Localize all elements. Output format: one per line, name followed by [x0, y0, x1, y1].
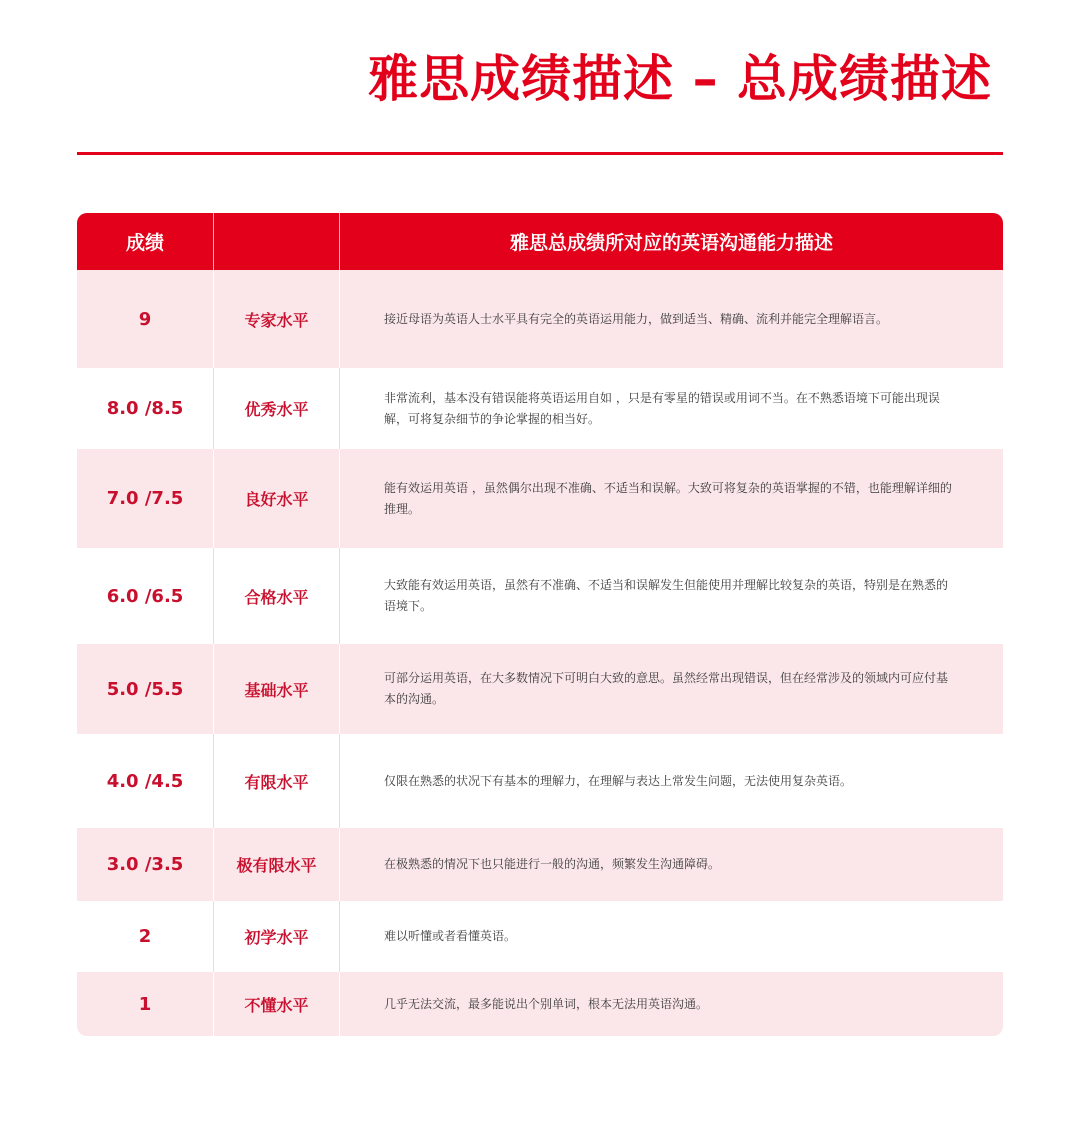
row-score: 6.0 /6.5: [77, 548, 214, 644]
row-level: 合格水平: [214, 548, 340, 644]
row-level: 不懂水平: [214, 972, 340, 1036]
row-level: 极有限水平: [214, 828, 340, 901]
row-score: 7.0 /7.5: [77, 449, 214, 548]
title-divider: [77, 152, 1003, 155]
table-row: [77, 972, 1003, 1036]
row-level: 有限水平: [214, 734, 340, 828]
table-row: [77, 368, 1003, 449]
row-description: 难以听懂或者看懂英语。: [384, 929, 517, 943]
table-row: [77, 270, 1003, 368]
row-level: 优秀水平: [214, 368, 340, 449]
row-description: 接近母语为英语人士水平具有完全的英语运用能力，做到适当、精确、流利并能完全理解语言。: [384, 311, 889, 326]
table-row: [77, 828, 1003, 901]
row-description: 在极熟悉的情况下也只能进行一般的沟通，频繁发生沟通障碍。: [384, 857, 721, 871]
row-score: 2: [77, 901, 214, 972]
score-description-table: [77, 213, 1003, 1036]
table-header: [77, 213, 1003, 270]
row-score: 8.0 /8.5: [77, 368, 214, 449]
page-title: 雅思成绩描述 – 总成绩描述: [368, 50, 992, 108]
row-description: 非常流利，基本没有错误能将英语运用自如 ，只是有零星的错误或用词不当。在不熟悉语境下可能出现误解，可将复杂细节的争论掌握的相当好。: [384, 390, 940, 426]
row-score: 9: [77, 270, 214, 368]
row-score: 1: [77, 972, 214, 1036]
table-row: [77, 734, 1003, 828]
row-level: 专家水平: [214, 270, 340, 368]
row-description: 可部分运用英语，在大多数情况下可明白大致的意思。虽然经常出现错误，但在经常涉及的领域内可应付基本的沟通。: [384, 671, 949, 706]
table-row: [77, 449, 1003, 548]
row-description: 几乎无法交流，最多能说出个别单词，根本无法用英语沟通。: [384, 996, 709, 1011]
header-description: 雅思总成绩所对应的英语沟通能力描述: [509, 232, 833, 254]
row-description: 仅限在熟悉的状况下有基本的理解力，在理解与表达上常发生问题，无法使用复杂英语。: [384, 773, 853, 788]
row-score: 3.0 /3.5: [77, 828, 214, 901]
row-score: 5.0 /5.5: [77, 644, 214, 734]
header-score: 成绩: [77, 213, 214, 270]
row-score: 4.0 /4.5: [77, 734, 214, 828]
table-row: [77, 548, 1003, 644]
row-level: 基础水平: [214, 644, 340, 734]
row-level: 初学水平: [214, 901, 340, 972]
row-level: 良好水平: [214, 449, 340, 548]
table-row: [77, 644, 1003, 734]
row-description: 能有效运用英语 ，虽然偶尔出现不准确、不适当和误解。大致可将复杂的英语掌握的不错，也能理解详细的推理。: [384, 480, 952, 516]
header-level: [214, 213, 340, 270]
table-row: [77, 901, 1003, 972]
row-description: 大致能有效运用英语，虽然有不准确、不适当和误解发生但能使用并理解比较复杂的英语，特别是在熟悉的语境下。: [384, 578, 949, 613]
